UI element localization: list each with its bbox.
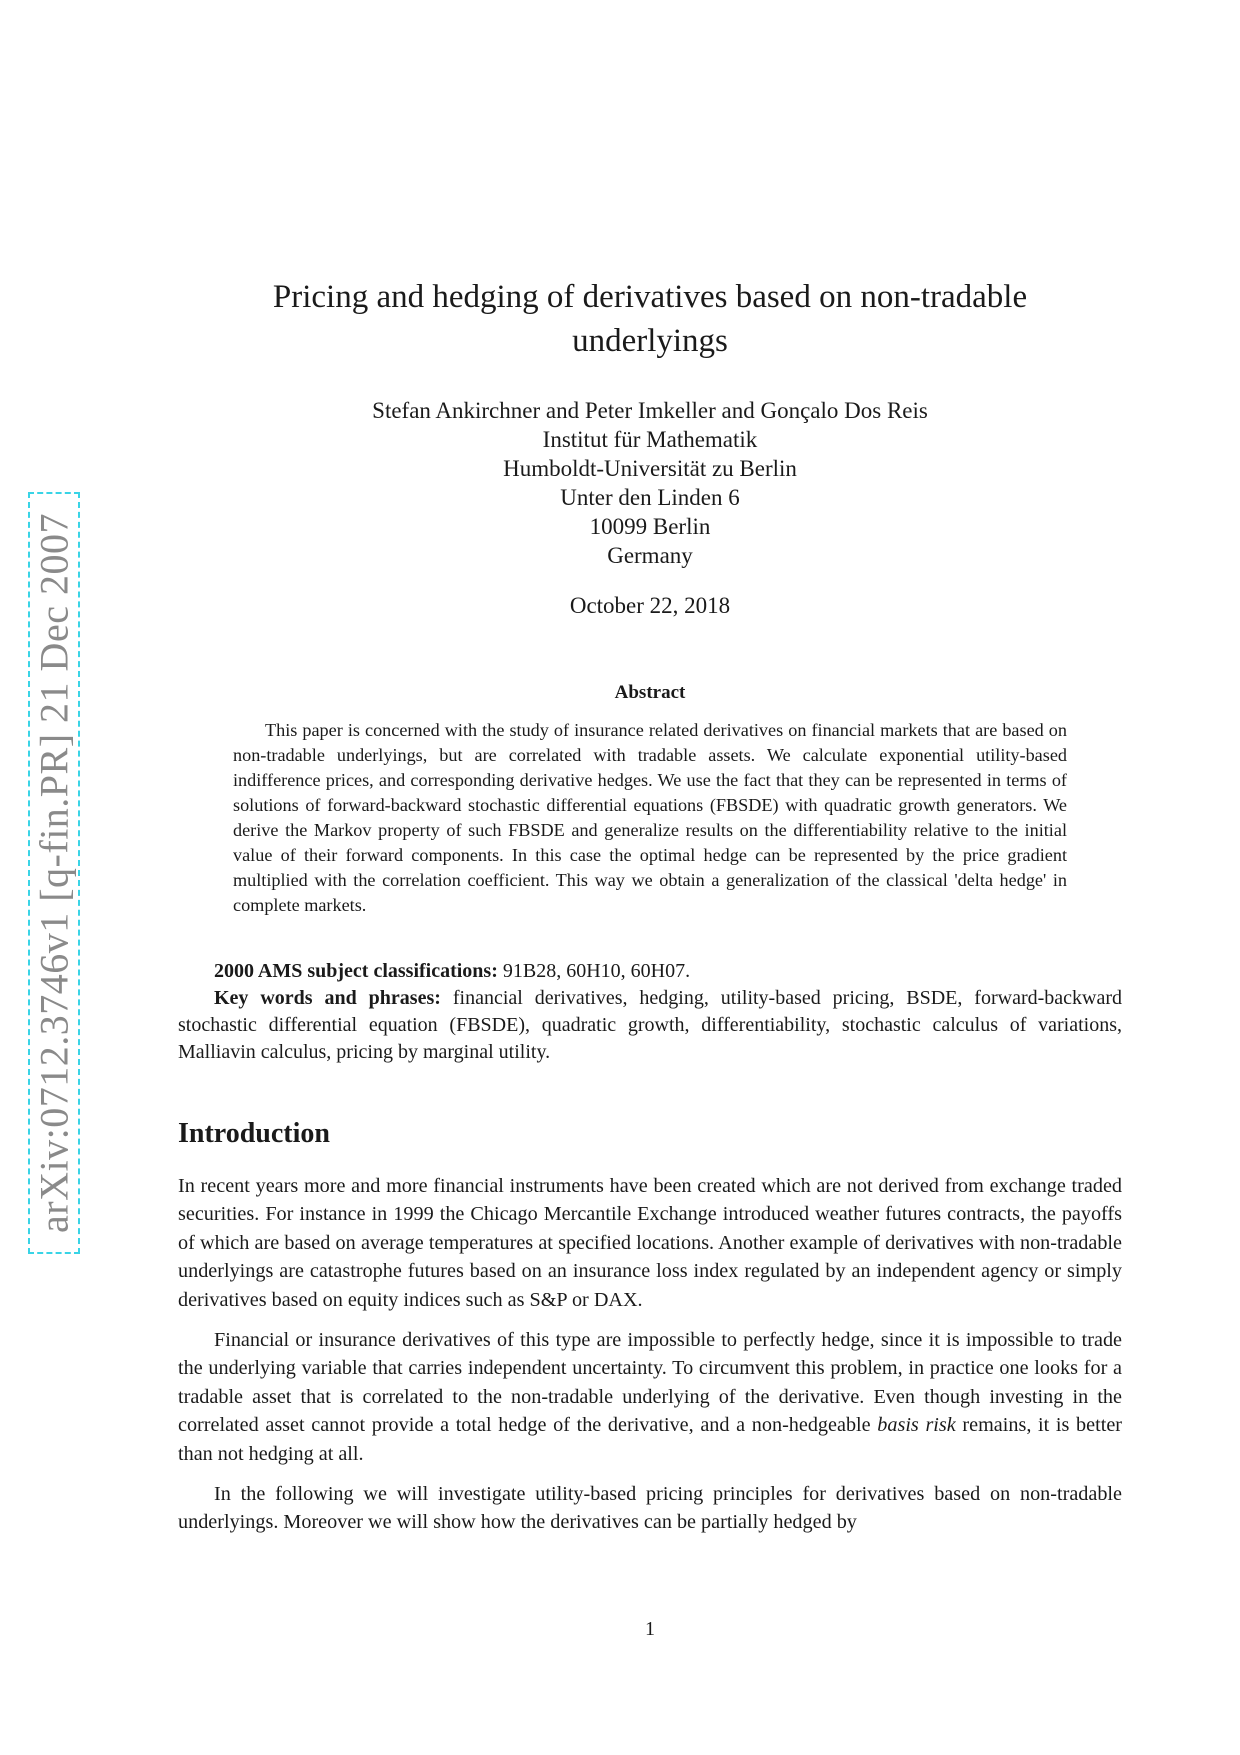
- ams-classifications-label: 2000 AMS subject classifications:: [214, 960, 498, 982]
- key-words-label: Key words and phrases:: [214, 987, 441, 1009]
- author-block: [200, 396, 1100, 570]
- intro-paragraph-2-after: remains, it is better than not hedging at all.: [178, 1414, 1123, 1465]
- intro-paragraph-3: In the following we will investigate utility-based pricing principles for derivatives based on non-tradable underlyings. Moreover we will show how the derivatives can be partially hedged by: [178, 1483, 1122, 1534]
- paper-date: October 22, 2018: [569, 593, 731, 618]
- keywords-block: [178, 958, 1122, 1066]
- intro-paragraph-2-before: Financial or insurance derivatives of this type are impossible to perfectly hedge, since it is impossible to trade the underlying variable that carries independent uncertainty. To circumvent this problem, in practice one looks for a tradable asset that is correlated to the non-tradable underlying of the derivative. Even though investing in the correlated asset cannot provide a total hedge of the derivative, and a non-hedgeable: [178, 1329, 1122, 1437]
- intro-paragraph-2: [178, 1326, 1122, 1468]
- abstract-text: This paper is concerned with the study of insurance related derivatives on financial markets that are based on non-tradable underlyings, but are correlated with tradable assets. We calculate exponential utility-based indifference prices, and corresponding derivative hedges. We use the fact that they can be represented in terms of solutions of forward-backward stochastic differential equations (FBSDE) with quadratic growth generators. We derive the Markov property of such FBSDE and generalize results on the differentiability relative to the initial value of their forward components. In this case the optimal hedge can be represented by the price gradient multiplied with the correlation coefficient. This way we obtain a generalization of the classical 'delta hedge' in complete markets.: [233, 720, 1067, 915]
- author-names: Stefan Ankirchner and Peter Imkeller and Gonçalo Dos Reis: [372, 398, 928, 423]
- affiliation-line: Humboldt-Universität zu Berlin: [503, 456, 797, 481]
- key-words: [178, 985, 1122, 1066]
- affiliation-line: 10099 Berlin: [589, 514, 711, 539]
- ams-classifications-value: 91B28, 60H10, 60H07.: [502, 960, 691, 982]
- affiliation-line: Unter den Linden 6: [560, 485, 740, 510]
- introduction-body: [178, 1172, 1122, 1549]
- section-heading-introduction: Introduction: [178, 1118, 330, 1149]
- paper-title: Pricing and hedging of derivatives based on non-tradable underlyings: [272, 279, 1028, 359]
- abstract-heading: Abstract: [614, 682, 686, 703]
- basis-risk-emphasis: basis risk: [877, 1414, 956, 1437]
- arxiv-stamp-text: arXiv:0712.3746v1 [q-fin.PR] 21 Dec 2007: [31, 513, 77, 1233]
- key-words-value: financial derivatives, hedging, utility-based pricing, BSDE, forward-backward stochastic differential equation (FBSDE), quadratic growth, differentiability, stochastic calculus of variations, Malliavin calculus, pricing by marginal utility.: [178, 987, 1123, 1063]
- intro-paragraph-1: In recent years more and more financial instruments have been created which are not derived from exchange traded securities. For instance in 1999 the Chicago Mercantile Exchange introduced weather futures contracts, the payoffs of which are based on average temperatures at specified locations. Another example of derivatives with non-tradable underlyings are catastrophe futures based on an insurance loss index regulated by an independent agency or simply derivatives based on equity indices such as S&P or DAX.: [178, 1175, 1122, 1311]
- affiliation-line: Institut für Mathematik: [542, 427, 758, 452]
- ams-classifications: [178, 958, 1122, 985]
- page-number: 1: [645, 1618, 655, 1640]
- affiliation-line: Germany: [607, 543, 693, 568]
- arxiv-stamp[interactable]: [28, 492, 80, 1254]
